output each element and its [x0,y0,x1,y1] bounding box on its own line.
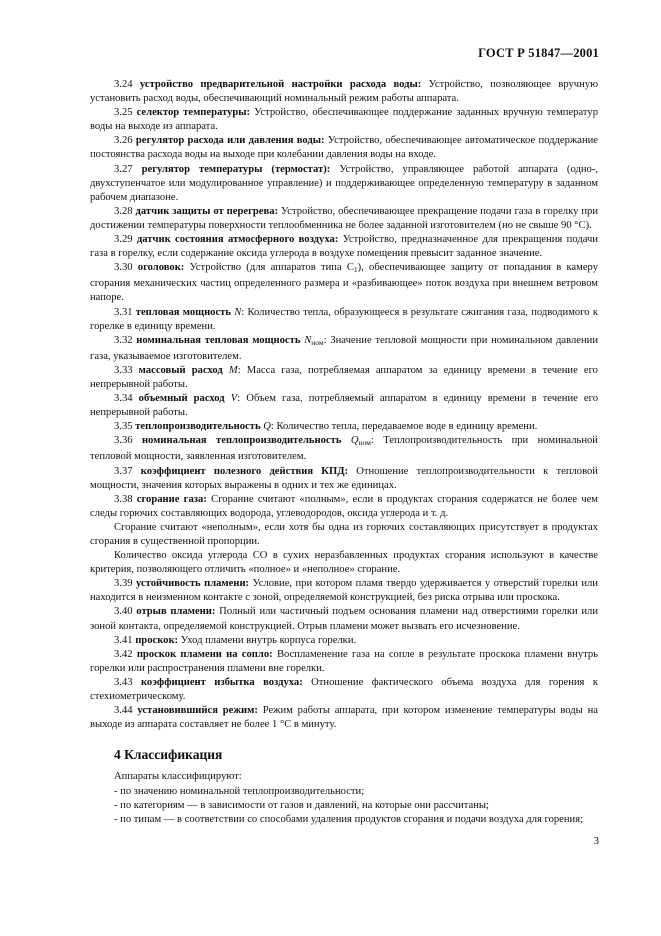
symbol-subscript: ном [358,438,371,448]
term: датчик защиты от перегрева: [135,205,279,217]
clause-number: 3.42 [114,648,133,660]
symbol: M [228,364,238,376]
definition-text: Сгорание считают «неполным», если хотя бы одна из горючих составляющих присутствует в продуктах сгорания в существенной пропорции. [90,521,598,547]
page-number: 3 [593,835,599,847]
classification-item: - по значению номинальной теплопроизводительности; [114,785,365,797]
definition-paragraph [90,306,598,334]
symbol: N [234,306,242,318]
clause-number: 3.34 [114,393,133,405]
definition-text: Устройство, управляющее работой аппарата (одно-, двухступенчатое или модулированное управление) и поддерживающее определенную температуру в заданном рабочем диапазоне. [90,163,598,203]
definition-paragraph [90,420,598,434]
symbol: Q [350,435,359,447]
term: датчик состояния атмосферного воздуха: [136,234,339,246]
definition-text: Устройство, позволяющее вручную установить расход воды, обеспечивающий номинальный режим работы аппарата. [90,79,599,105]
definition-text: Воспламенение газа на сопле в результате проскока пламени внутрь горелки или распространения пламени вне горелки. [90,648,598,674]
definition-paragraph [90,676,598,704]
term: коэффициент полезного действия КПД: [140,465,349,477]
clause-number: 3.36 [114,435,133,447]
term: тепловая мощность [135,306,231,318]
classification-item: - по типам — в соответствии со способами удаления продуктов сгорания и подачи воздуха для горения; [114,813,584,825]
clause-number: 3.38 [114,493,133,505]
definition-paragraph [90,521,598,549]
definition-text: Устройство (для аппаратов типа С [189,262,354,274]
term: проскок пламени на сопло: [136,648,273,660]
clause-number: 3.24 [114,79,133,90]
definition-paragraph [90,493,598,521]
definition-text: Уход пламени внутрь корпуса горелки. [180,634,357,646]
definition-paragraph [90,634,598,648]
clause-number: 3.41 [114,634,133,646]
clause-number: 3.33 [114,364,133,376]
definition-paragraph [90,704,598,732]
term: номинальная теплопроизводительность [141,435,342,447]
clause-number: 3.27 [114,163,133,175]
term: устройство предварительной настройки расхода воды: [139,79,422,90]
definition-text: : Количество тепла, образующееся в результате сжигания газа, подводимого к горелке в единицу времени. [90,306,598,332]
definition-paragraph [90,392,598,420]
term: отрыв пламени: [136,606,216,618]
section-title: 4 Классификация [114,747,223,763]
classification-list [90,785,598,827]
term: массовый расход [138,364,223,376]
clause-number: 3.43 [114,676,133,688]
term: селектор температуры: [136,107,251,119]
document-header: ГОСТ Р 51847—2001 [478,46,599,60]
term: коэффициент избытка воздуха: [140,676,303,688]
definition-paragraph [90,134,598,162]
definition-text: Отношение фактического объема воздуха для горения к стехиометрическому. [90,676,598,703]
term: установившийся режим: [137,705,258,717]
clause-number: 3.31 [114,306,133,318]
clause-number: 3.25 [114,107,133,119]
definition-paragraph [90,106,598,134]
definition-paragraph [90,205,598,233]
clause-number: 3.35 [114,421,133,433]
term: оголовок: [137,262,185,274]
clause-number: 3.44 [114,705,133,717]
term: проскок: [135,634,179,646]
definition-text: : Значение тепловой мощности при номинальном давлении газа, указываемое изготовителем. [90,334,598,362]
definition-paragraph [90,364,598,392]
term: объемный расход [138,393,225,405]
definition-paragraph [90,648,598,676]
symbol-subscript: ном [311,337,324,347]
clause-number: 3.39 [114,578,133,590]
term: теплопроизводительность [135,421,261,433]
definition-paragraph [90,577,598,605]
definition-paragraph [90,261,598,305]
definition-text: Полный или частичный подъем основания пламени над отверстиями горелки или зоной контакта, определяемой конструкцией. Отрыв пламени может вызвать его исчезновение. [90,606,598,632]
term: регулятор температуры (термостат): [141,163,331,175]
symbol: Q [263,421,271,433]
definition-paragraph [90,163,598,205]
term: сгорание газа: [136,493,207,505]
definition-text: Устройство, обеспечивающее поддержание заданных вручную температур воды на выходе из аппарата. [90,107,598,133]
definition-text: ), обеспечивающее защиту от попадания в камеру сгорания механических частиц определенного размера и «разбивающее» поток воздуха при внешнем ветровом напоре. [90,262,598,304]
definition-text: : Теплопроизводительность при номинальной тепловой мощности, заявленная изготовителем. [90,435,598,463]
definition-text: : Количество тепла, передаваемое воде в единицу времени. [270,421,538,433]
clause-number: 3.30 [114,262,133,274]
term: устойчивость пламени: [135,578,250,590]
definition-text: Сгорание считают «полным», если в продуктах сгорания содержатся не более чем следы горючих составляющих водорода, углеводородов, оксида углерода и т. д. [90,493,599,519]
classification-item: - по категориям — в зависимости от газов и давлений, на которые они рассчитаны; [114,799,489,811]
term: номинальная тепловая мощность [136,334,301,346]
definition-text: Режим работы аппарата, при котором изменение температуры воды на выходе из аппарата составляет не более 1 °С в минуту. [90,705,598,731]
definition-text: Устройство, обеспечивающее автоматическое поддержание постоянства расхода воды на выходе при колебании давления воды на входе. [90,135,598,161]
definition-paragraph [90,233,598,261]
definition-text: Отношение теплопроизводительности к тепловой мощности, значения которых выражены в одних и тех же единицах. [90,465,598,491]
definitions-list [90,78,598,732]
subscript: 1 [353,265,358,275]
definition-paragraph [90,78,598,106]
clause-number: 3.32 [114,334,133,346]
clause-number: 3.29 [114,234,133,246]
definition-paragraph [90,465,598,493]
definition-paragraph [90,434,598,464]
symbol: V [230,393,238,405]
symbol: N [304,334,312,346]
term: регулятор расхода или давления воды: [135,135,325,147]
definition-paragraph [90,334,598,364]
clause-number: 3.40 [114,606,133,618]
document-body [90,78,598,827]
definition-text: Условие, при котором пламя твердо удерживается у отверстий горелки или находится в неизменном контакте с зоной, определяемой конструкцией, без риска отрыва или проскока. [90,578,598,604]
definition-text: : Масса газа, потребляемая аппаратом за единицу времени в течение его непрерывной работы. [90,364,598,390]
clause-number: 3.26 [114,135,133,147]
clause-number: 3.28 [114,205,133,217]
definition-text: Устройство, предназначенное для прекращения подачи газа в горелку, если содержание оксида углерода в воздухе помещения превысит заданное значение. [90,234,598,260]
definition-paragraph [90,549,598,577]
clause-number: 3.37 [114,465,133,477]
definition-text: : Объем газа, потребляемый аппаратом в единицу времени в течение его непрерывной работы. [90,393,599,419]
definition-text: Устройство, обеспечивающее прекращение подачи газа в горелку при достижении температуры поверхности теплообменника не более заданной изготовителем (но не свыше 90 °С). [90,205,598,231]
section-intro: Аппараты классифицируют: [114,771,242,783]
definition-paragraph [90,605,598,633]
definition-text: Количество оксида углерода СО в сухих неразбавленных продуктах сгорания используют в качестве критерия, позволяющего отличить «полное» и «неполное» сгорание. [90,550,598,576]
